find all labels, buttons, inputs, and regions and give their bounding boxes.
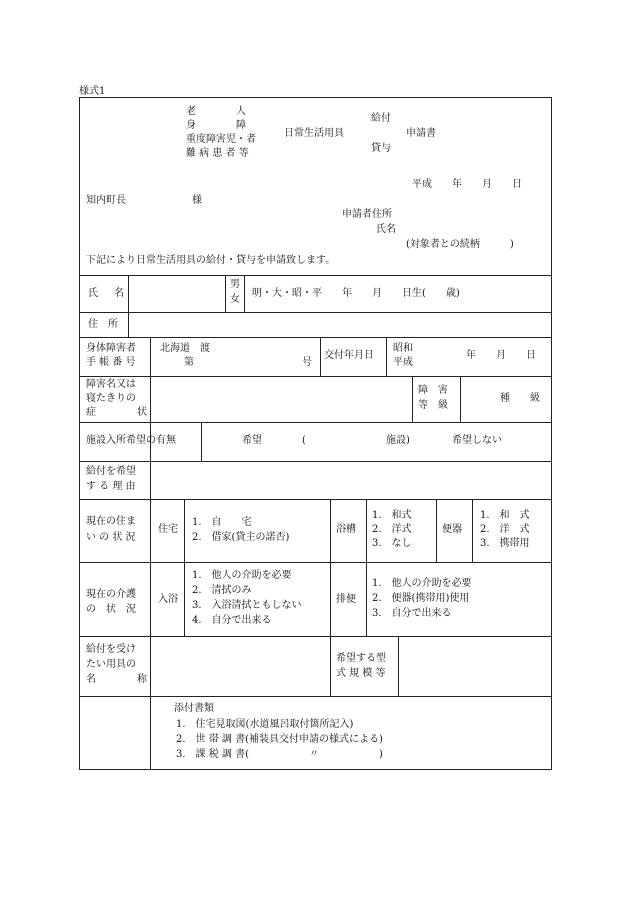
go-label: 号 [302, 357, 312, 368]
category-severe-child: 重度障害児・者 [186, 134, 256, 145]
birth-date[interactable]: 明・大・昭・平 年 月 日生( 歳) [252, 288, 460, 299]
applicant-address-label: 申請者住所 [342, 209, 392, 220]
attachment-item-1: 1. 住宅見取図(水道風呂取付箇所記入) [176, 719, 354, 730]
handbook-label-2: 手 帳 番 号 [86, 357, 136, 368]
reason-label-2: す る 理 由 [86, 481, 136, 492]
era-showa[interactable]: 昭和 [393, 343, 413, 354]
toilet-option-2[interactable]: 2. 洋 式 [480, 524, 530, 535]
attachments-title: 添付書類 [174, 703, 214, 714]
toilet-label: 便器 [442, 524, 462, 535]
facility-name: 施設) [386, 435, 410, 446]
application-statement: 下記により日常生活用具の給付・貸与を申請致します。 [86, 255, 336, 266]
attachment-item-3: 3. 課 税 調 書( 〃 ) [176, 749, 383, 760]
bathing-option-1[interactable]: 1. 他人の介助を必要 [192, 570, 292, 581]
issue-date-blank[interactable]: 年 月 日 [466, 350, 536, 361]
excretion-option-2[interactable]: 2. 便器(携帯用)使用 [372, 593, 470, 604]
care-label-2: の 状 況 [86, 604, 136, 615]
disability-field[interactable] [151, 377, 411, 421]
excretion-option-3[interactable]: 3. 自分で出来る [372, 608, 452, 619]
toilet-option-1[interactable]: 1. 和 式 [480, 510, 530, 521]
facility-no-hope[interactable]: 希望しない [452, 435, 502, 446]
hokkaido-label: 北海道 渡 [160, 343, 210, 354]
attachment-item-2: 2. 世 帯 調 書(補装具交付申請の様式による) [176, 734, 383, 745]
bathtub-option-1[interactable]: 1. 和式 [372, 510, 412, 521]
housing-option-2[interactable]: 2. 借家(貸主の諾否) [192, 532, 290, 543]
housing-type-label: 住宅 [158, 524, 178, 535]
grade-value[interactable]: 種 級 [500, 393, 540, 404]
application-date[interactable]: 平成 年 月 日 [412, 179, 522, 190]
bathing-option-3[interactable]: 3. 入浴清拭ともしない [192, 600, 302, 611]
relationship-label[interactable]: (対象者との続柄 ) [406, 239, 514, 250]
facility-hope[interactable]: 希望 [242, 435, 262, 446]
taiyo-label: 貸与 [371, 143, 391, 154]
reason-label-1: 給付を希望 [86, 466, 136, 477]
category-physical: 身 障 [186, 120, 246, 131]
disability-label-3: 症 状 [86, 407, 147, 418]
issue-date-label: 交付年月日 [324, 350, 374, 361]
housing-option-1[interactable]: 1. 自 宅 [192, 517, 252, 528]
items-label-1: 給付を受け [86, 644, 136, 655]
application-form [79, 97, 552, 770]
items-label-3: 名 称 [86, 674, 147, 685]
shinseisho-title: 申請書 [406, 128, 436, 139]
category-intractable: 難 病 患 者 等 [186, 148, 249, 159]
care-label-1: 現在の介護 [86, 589, 136, 600]
item-type: 日常生活用具 [284, 128, 344, 139]
facility-label: 施設入所希望の有無 [86, 435, 176, 446]
form-id: 様式1 [79, 86, 106, 97]
housing-label-1: 現在の住ま [86, 516, 136, 527]
category-elderly: 老 人 [186, 106, 246, 117]
grade-label-2: 等 級 [418, 400, 448, 411]
model-label-1: 希望する型 [336, 653, 386, 664]
toilet-option-3[interactable]: 3. 携帯用 [480, 538, 530, 549]
bathing-option-2[interactable]: 2. 清拭のみ [192, 585, 252, 596]
name-label: 氏 名 [88, 288, 124, 299]
reason-field[interactable] [151, 462, 549, 498]
bathtub-label: 浴槽 [336, 524, 356, 535]
items-label-2: たい用具の [86, 659, 136, 670]
excretion-label: 排便 [336, 594, 356, 605]
sex-male[interactable]: 男 [230, 279, 240, 290]
kyufu-label: 給付 [371, 113, 391, 124]
address-label: 住 所 [88, 319, 118, 330]
applicant-name-label: 氏名 [376, 224, 396, 235]
addressee-sama: 様 [192, 195, 202, 206]
addressee: 知内町長 [86, 195, 126, 206]
model-field[interactable] [399, 637, 549, 695]
bathing-option-4[interactable]: 4. 自分で出来る [192, 615, 272, 626]
model-label-2: 式 規 模 等 [336, 668, 386, 679]
bathtub-option-2[interactable]: 2. 洋式 [372, 524, 412, 535]
sex-female[interactable]: 女 [230, 294, 240, 305]
items-field[interactable] [151, 637, 329, 695]
disability-label-2: 寝たきりの [86, 393, 136, 404]
disability-label-1: 障害名又は [86, 379, 136, 390]
housing-label-2: い の 状 況 [86, 532, 136, 543]
dai-label: 第 [184, 357, 194, 368]
address-field[interactable] [129, 313, 549, 336]
grade-label-1: 障 害 [418, 385, 448, 396]
era-heisei[interactable]: 平成 [393, 357, 413, 368]
handbook-label-1: 身体障害者 [86, 343, 136, 354]
facility-paren: ( [302, 435, 306, 446]
bathing-label: 入浴 [158, 594, 178, 605]
excretion-option-1[interactable]: 1. 他人の介助を必要 [372, 578, 472, 589]
bathtub-option-3[interactable]: 3. なし [372, 538, 412, 549]
